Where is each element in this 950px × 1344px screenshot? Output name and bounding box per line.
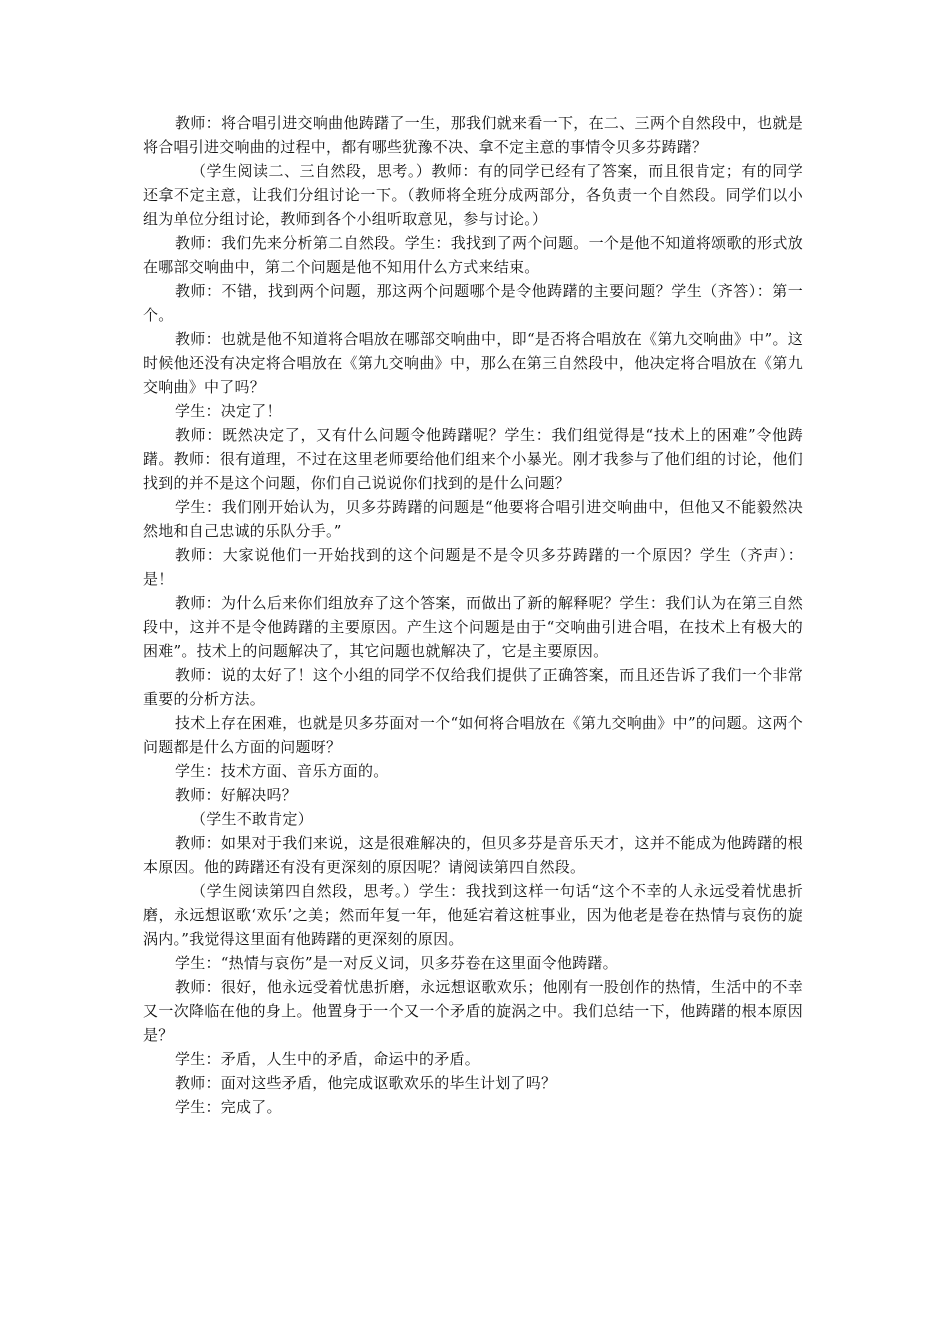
paragraph: 教师：很好，他永远受着忧患折磨，永远想讴歌欢乐；他刚有一股创作的热情，生活中的不幸又一次降临在他的身上。他置身于一个又一个矛盾的旋涡之中。我们总结一下，他踌躇的根本原因是？ xyxy=(143,978,803,1044)
paragraph: 教师：我们先来分析第二自然段。学生：我找到了两个问题。一个是他不知道将颂歌的形式放在哪部交响曲中，第二个问题是他不知用什么方式来结束。 xyxy=(143,234,803,276)
paragraph: 学生：矛盾，人生中的矛盾，命运中的矛盾。 xyxy=(175,1050,481,1068)
paragraph: 教师：不错，找到两个问题，那这两个问题哪个是令他踌躇的主要问题？学生（齐答）：第一个。 xyxy=(143,282,803,324)
paragraph: （学生阅读第四自然段，思考。）学生：我找到这样一句话“这个不幸的人永远受着忧患折磨，永远想讴歌‘欢乐’之美；然而年复一年，他延宕着这桩事业，因为他老是卷在热情与哀伤的旋涡内。”我觉得这里面有他踌躇的更深刻的原因。 xyxy=(143,882,803,948)
paragraph: 教师：如果对于我们来说，这是很难解决的，但贝多芬是音乐天才，这并不能成为他踌躇的根本原因。他的踌躇还有没有更深刻的原因呢？请阅读第四自然段。 xyxy=(143,834,803,876)
paragraph: （学生阅读二、三自然段，思考。）教师：有的同学已经有了答案，而且很肯定；有的同学还拿不定主意，让我们分组讨论一下。（教师将全班分成两部分，各负责一个自然段。同学们以小组为单位分组讨论，教师到各个小组听取意见，参与讨论。） xyxy=(143,162,803,228)
document-page xyxy=(143,111,803,1119)
paragraph: 教师：也就是他不知道将合唱放在哪部交响曲中，即“是否将合唱放在《第九交响曲》中”。这时候他还没有决定将合唱放在《第九交响曲》中，那么在第三自然段中，他决定将合唱放在《第九交响曲》中了吗？ xyxy=(143,330,803,396)
paragraph: 教师：将合唱引进交响曲他踌躇了一生，那我们就来看一下，在二、三两个自然段中，也就是将合唱引进交响曲的过程中，都有哪些犹豫不决、拿不定主意的事情令贝多芬踌躇？ xyxy=(143,114,803,156)
paragraph: 技术上存在困难，也就是贝多芬面对一个“如何将合唱放在《第九交响曲》中”的问题。这两个问题都是什么方面的问题呀？ xyxy=(143,714,803,756)
paragraph: 学生：决定了！ xyxy=(175,402,282,420)
paragraph: 教师：既然决定了，又有什么问题令他踌躇呢？学生：我们组觉得是“技术上的困难”令他踌躇。教师：很有道理，不过在这里老师要给他们组来个小暴光。刚才我参与了他们组的讨论，他们找到的并不是这个问题，你们自己说说你们找到的是什么问题？ xyxy=(143,426,803,492)
paragraph: （学生不敢肯定） xyxy=(191,810,314,828)
paragraph: 教师：大家说他们一开始找到的这个问题是不是令贝多芬踌躇的一个原因？学生（齐声）：是！ xyxy=(143,546,803,588)
paragraph: 教师：面对这些矛盾，他完成讴歌欢乐的毕生计划了吗？ xyxy=(175,1074,557,1092)
paragraph: 教师：好解决吗？ xyxy=(175,786,298,804)
paragraph: 学生：技术方面、音乐方面的。 xyxy=(175,762,389,780)
paragraph: 教师：说的太好了！这个小组的同学不仅给我们提供了正确答案，而且还告诉了我们一个非常重要的分析方法。 xyxy=(143,666,803,708)
paragraph: 学生：“热情与哀伤”是一对反义词，贝多芬卷在这里面令他踌躇。 xyxy=(175,954,618,972)
paragraph: 教师：为什么后来你们组放弃了这个答案，而做出了新的解释呢？学生：我们认为在第三自然段中，这并不是令他踌躇的主要原因。产生这个问题是由于“交响曲引进合唱，在技术上有极大的困难”。技术上的问题解决了，其它问题也就解决了，它是主要原因。 xyxy=(143,594,803,660)
paragraph: 学生：我们刚开始认为，贝多芬踌躇的问题是“他要将合唱引进交响曲中，但他又不能毅然决然地和自己忠诚的乐队分手。” xyxy=(143,498,803,540)
paragraph: 学生：完成了。 xyxy=(175,1098,282,1116)
